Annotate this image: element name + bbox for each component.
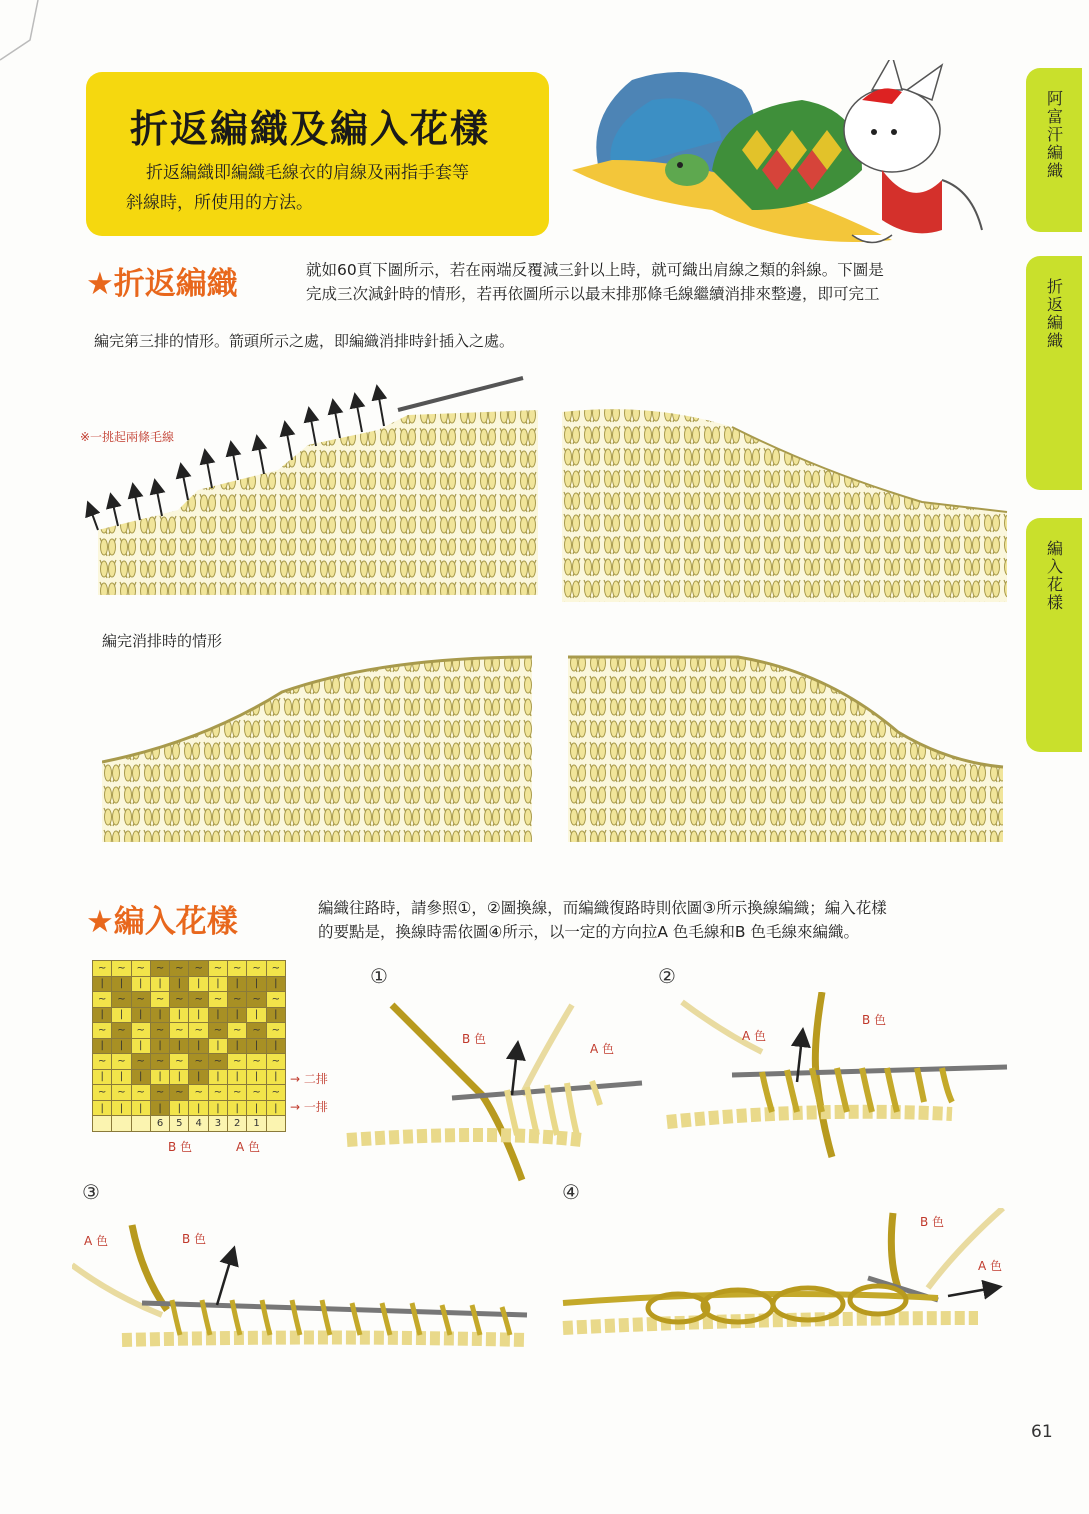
section1-text <box>306 258 976 306</box>
page-fold-mark <box>0 0 40 70</box>
yarn-change-diagram-3 <box>72 1215 532 1375</box>
note-pick-two-strands: ※一挑起兩條毛線 <box>80 430 175 444</box>
yarn-label-b: B 色 <box>920 1215 945 1229</box>
yarn-label-a: A 色 <box>742 1029 767 1043</box>
side-tab-label: 編入花樣 <box>1044 540 1064 612</box>
caption-third-row: 編完第三排的情形。箭頭所示之處，即編織消排時針插入之處。 <box>94 332 515 350</box>
page-number: 61 <box>1031 1422 1053 1442</box>
yarn-label-b: B 色 <box>182 1232 207 1246</box>
side-tab-intarsia[interactable] <box>1026 518 1082 752</box>
knit-diagram-finished-left <box>102 652 542 847</box>
chart-col-number: 4 <box>189 1116 208 1132</box>
section1-text-line-2: 完成三次減針時的情形，若再依圖所示以最末排那條毛線繼續消排來整邊，即可完工 <box>306 285 880 303</box>
page-title: 折返編織及編入花樣 <box>130 107 491 151</box>
chart-color-label-b: B 色 <box>168 1140 193 1154</box>
side-tab-afghan[interactable] <box>1026 68 1082 232</box>
yarn-label-a: A 色 <box>978 1259 1003 1273</box>
intarsia-color-chart: ~ ~ ~ ~ ~ ~ ~ ~ ~ ~ | | | | | | | | | | ~ ~ ~ ~ ~ ~ ~ ~ ~ ~ | | | | | | | | | | ~ ~ ~ ~ ~ ~ ~ ~ ~ ~ | | | | | | | | | | ~ ~ ~ ~ ~ ~ ~ ~ ~ ~ | | | | | | | | | | ~ ~ ~ ~ ~ ~ ~ ~ ~ ~ | | | | | | | | | | 6 5 4 3 2 1 <box>92 960 286 1132</box>
knit-diagram-steps-left <box>78 360 538 600</box>
section2-text-line-1: 編織往路時，請參照①，②圖換線，而編織復路時則依圖③所示換線編織；編入花樣 <box>318 899 887 917</box>
figure-number-4: ④ <box>562 1180 580 1204</box>
side-tab-short-row[interactable] <box>1026 256 1082 490</box>
chart-col-number: 3 <box>208 1116 227 1132</box>
chart-col-number: 5 <box>170 1116 189 1132</box>
knit-diagram-steps-right <box>562 402 1012 607</box>
yarn-change-diagram-2 <box>662 992 1012 1162</box>
section2-text <box>318 896 978 944</box>
chart-col-number: 1 <box>247 1116 266 1132</box>
intro-line-2: 斜線時，所使用的方法。 <box>126 193 313 213</box>
yarn-label-b: B 色 <box>862 1013 887 1027</box>
intro-line-1: 折返編織即編織毛線衣的肩線及兩指手套等 <box>146 163 469 183</box>
section2-text-line-2: 的要點是，換線時需依圖④所示，以一定的方向拉A 色毛線和B 色毛線來編織。 <box>318 923 859 941</box>
section-heading-intarsia: ★編入花樣 <box>86 904 238 940</box>
turtle-rabbit-illustration <box>572 60 1012 260</box>
yarn-label-a: A 色 <box>84 1234 109 1248</box>
figure-number-1: ① <box>370 964 388 988</box>
side-tab-label: 阿富汗編織 <box>1044 90 1064 180</box>
yarn-change-diagram-1 <box>342 995 644 1185</box>
chart-row-label-1: → 一排 <box>290 1100 328 1114</box>
yarn-label-a: A 色 <box>590 1042 615 1056</box>
caption-after-bind-off: 編完消排時的情形 <box>102 632 223 650</box>
knit-diagram-finished-right <box>568 652 1008 847</box>
title-box <box>86 72 549 236</box>
chart-col-number: 6 <box>150 1116 169 1132</box>
chart-row-label-2: → 二排 <box>290 1072 328 1086</box>
figure-number-2: ② <box>658 964 676 988</box>
section1-text-line-1: 就如60頁下圖所示，若在兩端反覆減三針以上時，就可織出肩線之類的斜線。下圖是 <box>306 261 884 279</box>
chart-col-number: 2 <box>228 1116 247 1132</box>
side-tab-label: 折返編織 <box>1044 278 1064 350</box>
chart-color-label-a: A 色 <box>236 1140 261 1154</box>
section-heading-short-row: ★折返編織 <box>86 266 238 302</box>
figure-number-3: ③ <box>82 1180 100 1204</box>
intro-text <box>126 158 526 218</box>
yarn-change-diagram-4 <box>558 1208 1013 1368</box>
yarn-label-b: B 色 <box>462 1032 487 1046</box>
